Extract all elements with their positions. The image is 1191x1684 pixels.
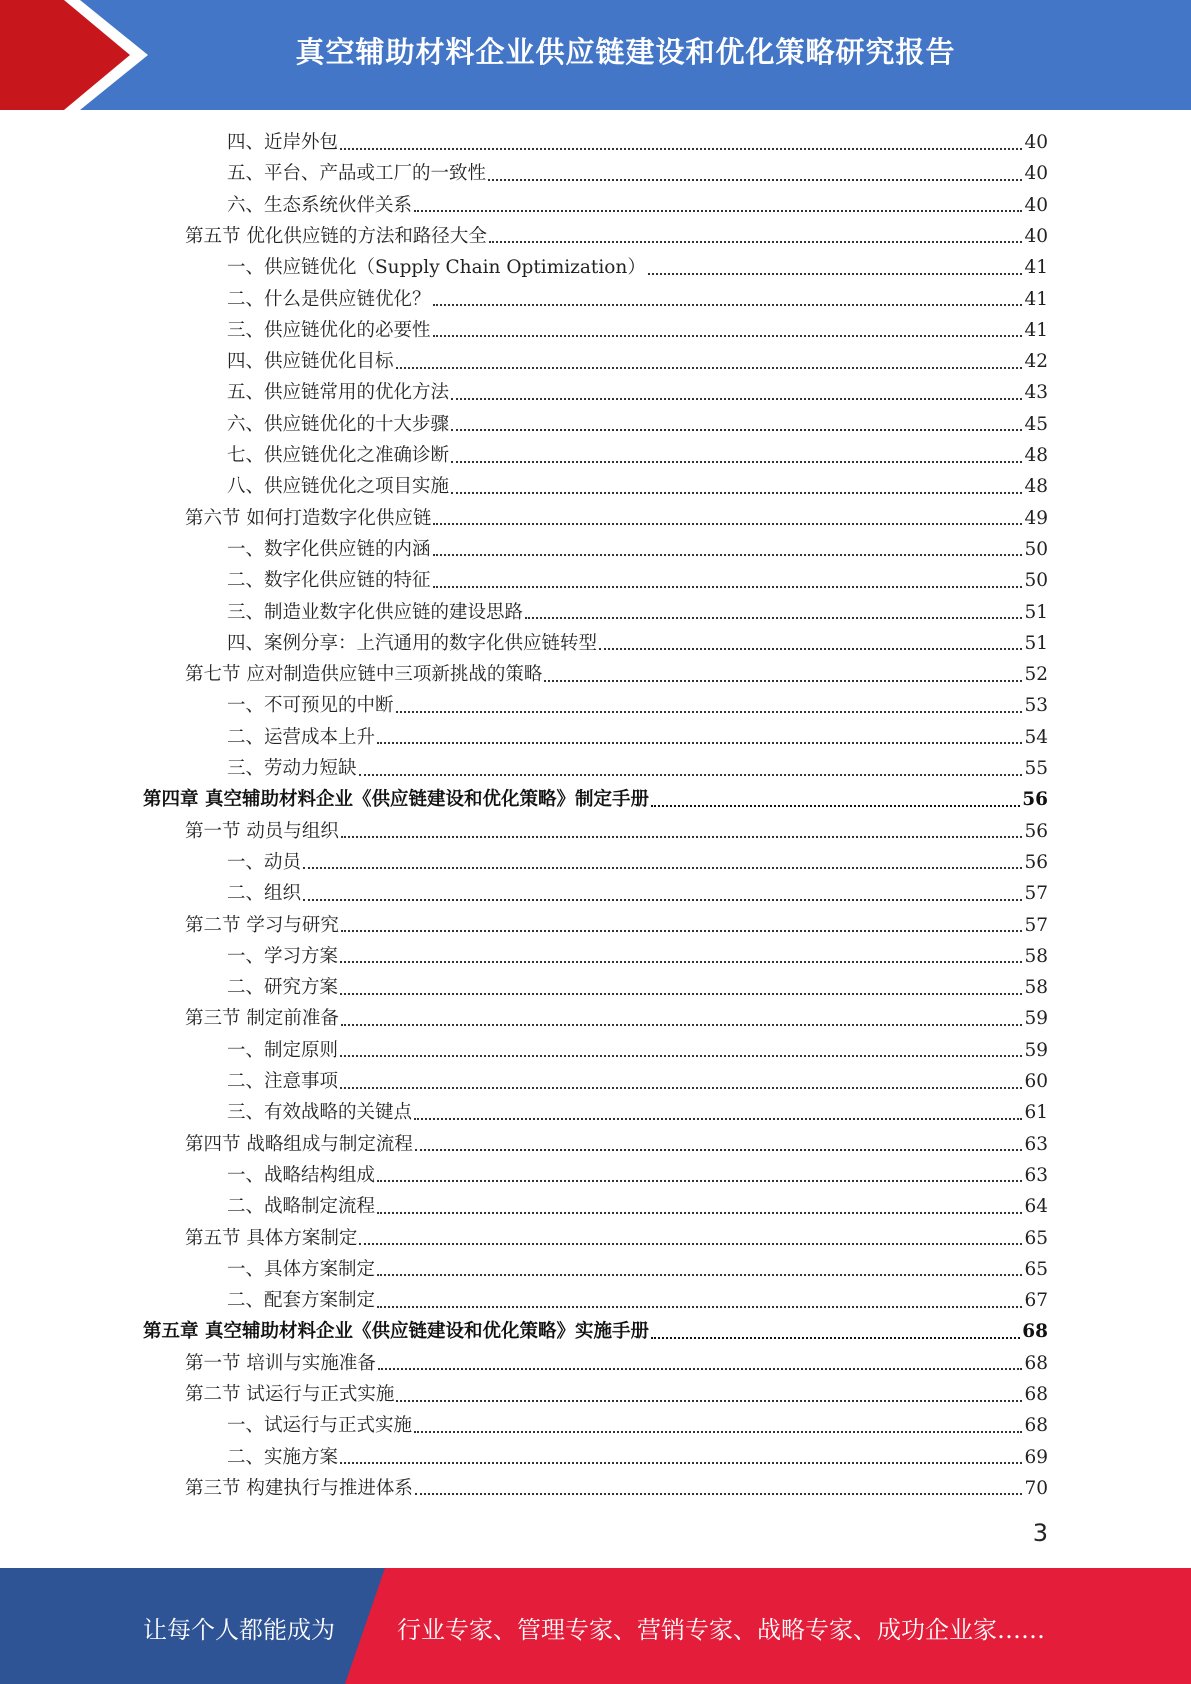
toc-entry-label: 二、实施方案: [227, 1446, 339, 1468]
toc-entry-page: 40: [1024, 225, 1048, 247]
toc-entry-label: 三、劳动力短缺: [227, 758, 357, 779]
toc-entry-page: 61: [1024, 1102, 1048, 1124]
toc-entry-label: 第一节 培训与实施准备: [185, 1352, 376, 1374]
toc-subsection-entry[interactable]: [227, 190, 1048, 221]
toc-entry-page: 41: [1024, 288, 1048, 310]
toc-entry-page: 65: [1024, 1227, 1048, 1249]
toc-entry-label: 二、组织: [227, 883, 302, 905]
toc-entry-label: 三、有效战略的关键点: [227, 1102, 413, 1124]
toc-dot-leader: [377, 1274, 1022, 1276]
toc-entry-page: 68: [1024, 1352, 1048, 1374]
toc-entry-page: 60: [1024, 1071, 1048, 1092]
toc-entry-label: 五、供应链常用的优化方法: [227, 382, 450, 404]
toc-subsection-entry[interactable]: [227, 1410, 1048, 1441]
toc-entry-label: 六、供应链优化的十大步骤: [227, 413, 450, 435]
toc-entry-page: 68: [1024, 1384, 1048, 1405]
toc-subsection-entry[interactable]: [227, 1442, 1048, 1473]
toc-subsection-entry[interactable]: [227, 252, 1048, 283]
toc-entry-label: 第二节 试运行与正式实施: [185, 1384, 395, 1405]
toc-entry-page: 55: [1024, 758, 1048, 779]
toc-entry-label: 二、注意事项: [227, 1071, 339, 1092]
toc-entry-label: 第四章 真空辅助材料企业《供应链建设和优化策略》制定手册: [143, 789, 649, 811]
toc-entry-page: 49: [1024, 507, 1048, 529]
toc-entry-page: 45: [1024, 413, 1048, 435]
toc-entry-page: 58: [1024, 945, 1048, 967]
toc-entry-page: 50: [1024, 538, 1048, 560]
toc-subsection-entry[interactable]: [227, 127, 1048, 158]
toc-entry-page: 40: [1024, 194, 1048, 216]
toc-entry-label: 一、供应链优化（Supply Chain Optimization）: [227, 257, 646, 279]
toc-section-entry[interactable]: [185, 1473, 1048, 1504]
toc-entry-label: 一、学习方案: [227, 945, 339, 967]
toc-entry-label: 第七节 应对制造供应链中三项新挑战的策略: [185, 664, 543, 686]
toc-subsection-entry[interactable]: [227, 972, 1048, 1003]
toc-subsection-entry[interactable]: [227, 1097, 1048, 1128]
toc-entry-label: 三、供应链优化的必要性: [227, 319, 431, 341]
toc-entry-label: 四、案例分享：上汽通用的数字化供应链转型: [227, 632, 598, 654]
toc-entry-label: 二、研究方案: [227, 977, 339, 999]
toc-section-entry[interactable]: [185, 503, 1048, 534]
toc-subsection-entry[interactable]: [227, 597, 1048, 628]
toc-section-entry[interactable]: [185, 1379, 1048, 1410]
toc-dot-leader: [340, 148, 1022, 150]
toc-subsection-entry[interactable]: [227, 941, 1048, 972]
toc-dot-leader: [415, 1149, 1023, 1151]
toc-chapter-entry[interactable]: [143, 1316, 1048, 1347]
toc-entry-label: 二、数字化供应链的特征: [227, 570, 431, 592]
toc-entry-page: 57: [1024, 914, 1048, 936]
toc-dot-leader: [648, 273, 1023, 275]
toc-entry-page: 67: [1024, 1290, 1048, 1312]
toc-dot-leader: [451, 461, 1022, 463]
toc-section-entry[interactable]: [185, 1348, 1048, 1379]
toc-entry-label: 五、平台、产品或工厂的一致性: [227, 163, 487, 185]
toc-dot-leader: [489, 241, 1023, 243]
toc-entry-page: 41: [1024, 257, 1048, 279]
toc-entry-page: 65: [1024, 1258, 1048, 1280]
toc-dot-leader: [396, 1400, 1022, 1402]
toc-dot-leader: [451, 492, 1022, 494]
toc-dot-leader: [433, 335, 1023, 337]
toc-entry-page: 48: [1024, 445, 1048, 466]
toc-section-entry[interactable]: [185, 816, 1048, 847]
toc-dot-leader: [377, 1306, 1022, 1308]
toc-subsection-entry[interactable]: [227, 1191, 1048, 1222]
toc-section-entry[interactable]: [185, 221, 1048, 252]
toc-entry-page: 40: [1024, 132, 1048, 153]
toc-entry-page: 40: [1024, 163, 1048, 185]
toc-subsection-entry[interactable]: [227, 158, 1048, 189]
toc-dot-leader: [433, 304, 1023, 306]
toc-entry-label: 一、战略结构组成: [227, 1164, 376, 1186]
toc-dot-leader: [414, 210, 1022, 212]
toc-dot-leader: [340, 961, 1022, 963]
toc-dot-leader: [341, 930, 1023, 932]
toc-dot-leader: [651, 805, 1020, 807]
toc-subsection-entry[interactable]: [227, 1254, 1048, 1285]
toc-entry-label: 三、制造业数字化供应链的建设思路: [227, 601, 524, 623]
toc-dot-leader: [544, 680, 1022, 682]
toc-dot-leader: [378, 1368, 1023, 1370]
toc-dot-leader: [433, 586, 1023, 588]
toc-dot-leader: [340, 993, 1022, 995]
toc-subsection-entry[interactable]: [227, 534, 1048, 565]
toc-section-entry[interactable]: [185, 659, 1048, 690]
toc-dot-leader: [451, 398, 1022, 400]
toc-dot-leader: [525, 617, 1022, 619]
toc-dot-leader: [433, 523, 1022, 525]
toc-entry-page: 48: [1024, 476, 1048, 498]
toc-subsection-entry[interactable]: [227, 565, 1048, 596]
toc-entry-label: 四、近岸外包: [227, 132, 339, 153]
toc-dot-leader: [377, 1212, 1022, 1214]
toc-entry-page: 57: [1024, 883, 1048, 905]
toc-entry-page: 70: [1024, 1477, 1048, 1499]
toc-entry-label: 六、生态系统伙伴关系: [227, 194, 413, 216]
toc-subsection-entry[interactable]: [227, 409, 1048, 440]
toc-entry-label: 七、供应链优化之准确诊断: [227, 445, 450, 466]
toc-entry-page: 51: [1024, 632, 1048, 654]
toc-entry-label: 一、数字化供应链的内涵: [227, 538, 431, 560]
toc-subsection-entry[interactable]: [227, 1066, 1048, 1097]
toc-subsection-entry[interactable]: [227, 628, 1048, 659]
toc-entry-page: 56: [1024, 851, 1048, 873]
toc-entry-label: 第五章 真空辅助材料企业《供应链建设和优化策略》实施手册: [143, 1321, 649, 1343]
toc-entry-page: 53: [1024, 695, 1048, 717]
toc-dot-leader: [599, 648, 1022, 650]
toc-section-entry[interactable]: [185, 1223, 1048, 1254]
toc-entry-page: 68: [1024, 1415, 1048, 1437]
toc-entry-page: 51: [1024, 601, 1048, 623]
toc-entry-label: 第一节 动员与组织: [185, 820, 339, 842]
toc-subsection-entry[interactable]: [227, 753, 1048, 784]
toc-entry-label: 第五节 优化供应链的方法和路径大全: [185, 225, 487, 247]
toc-entry-label: 一、动员: [227, 851, 302, 873]
toc-entry-page: 54: [1024, 726, 1048, 748]
page-header: [0, 0, 1191, 110]
toc-dot-leader: [377, 1180, 1022, 1182]
toc-section-entry[interactable]: [185, 910, 1048, 941]
toc-entry-label: 一、不可预见的中断: [227, 695, 394, 717]
toc-entry-label: 第三节 构建执行与推进体系: [185, 1477, 413, 1499]
toc-dot-leader: [340, 1055, 1022, 1057]
toc-subsection-entry[interactable]: [227, 440, 1048, 471]
toc-dot-leader: [303, 867, 1022, 869]
toc-entry-page: 68: [1022, 1321, 1048, 1343]
toc-dot-leader: [396, 711, 1023, 713]
toc-entry-page: 58: [1024, 977, 1048, 999]
toc-entry-page: 41: [1024, 319, 1048, 341]
toc-dot-leader: [414, 1431, 1022, 1433]
toc-entry-page: 63: [1024, 1164, 1048, 1186]
toc-chapter-entry[interactable]: [143, 784, 1048, 815]
toc-entry-page: 63: [1024, 1133, 1048, 1155]
toc-entry-label: 第三节 制定前准备: [185, 1008, 339, 1030]
toc-dot-leader: [415, 1493, 1023, 1495]
toc-entry-label: 二、配套方案制定: [227, 1290, 376, 1312]
page-footer: [0, 1568, 1191, 1684]
toc-subsection-entry[interactable]: [227, 377, 1048, 408]
toc-dot-leader: [488, 179, 1022, 181]
toc-entry-label: 四、供应链优化目标: [227, 351, 394, 373]
toc-entry-page: 52: [1024, 664, 1048, 686]
toc-dot-leader: [414, 1118, 1022, 1120]
toc-entry-label: 八、供应链优化之项目实施: [227, 476, 450, 498]
toc-dot-leader: [340, 1462, 1022, 1464]
toc-entry-label: 第四节 战略组成与制定流程: [185, 1133, 413, 1155]
toc-subsection-entry[interactable]: [227, 690, 1048, 721]
toc-dot-leader: [396, 367, 1023, 369]
toc-dot-leader: [303, 899, 1022, 901]
toc-subsection-entry[interactable]: [227, 1285, 1048, 1316]
toc-subsection-entry[interactable]: [227, 315, 1048, 346]
toc-entry-label: 一、试运行与正式实施: [227, 1415, 413, 1437]
toc-subsection-entry[interactable]: [227, 284, 1048, 315]
toc-subsection-entry[interactable]: [227, 346, 1048, 377]
toc-dot-leader: [341, 1024, 1023, 1026]
toc-subsection-entry[interactable]: [227, 847, 1048, 878]
toc-subsection-entry[interactable]: [227, 1035, 1048, 1066]
toc-entry-page: 56: [1022, 789, 1048, 811]
toc-entry-page: 50: [1024, 570, 1048, 592]
toc-dot-leader: [359, 774, 1023, 776]
toc-entry-page: 42: [1024, 351, 1048, 373]
toc-dot-leader: [340, 1087, 1022, 1089]
toc-entry-label: 一、制定原则: [227, 1039, 339, 1061]
toc-dot-leader: [451, 429, 1022, 431]
toc-dot-leader: [377, 742, 1022, 744]
toc-entry-label: 二、什么是供应链优化？: [227, 288, 431, 310]
toc-section-entry[interactable]: [185, 1129, 1048, 1160]
toc-subsection-entry[interactable]: [227, 722, 1048, 753]
page-number: 3: [1032, 1519, 1048, 1547]
report-title: 真空辅助材料企业供应链建设和优化策略研究报告: [295, 35, 956, 69]
toc-subsection-entry[interactable]: [227, 1160, 1048, 1191]
toc-section-entry[interactable]: [185, 1003, 1048, 1034]
toc-entry-label: 二、运营成本上升: [227, 726, 376, 748]
toc-dot-leader: [359, 1243, 1022, 1245]
toc-entry-page: 59: [1024, 1008, 1048, 1030]
toc-dot-leader: [651, 1337, 1020, 1339]
toc-entry-page: 64: [1024, 1196, 1048, 1218]
toc-entry-label: 第五节 具体方案制定: [185, 1227, 358, 1249]
toc-entry-page: 56: [1024, 820, 1048, 842]
toc-entry-label: 第六节 如何打造数字化供应链: [185, 507, 432, 529]
toc-entry-page: 43: [1024, 382, 1048, 404]
toc-dot-leader: [341, 836, 1023, 838]
toc-entry-label: 二、战略制定流程: [227, 1196, 376, 1218]
toc-dot-leader: [433, 554, 1023, 556]
footer-slogan-right: 行业专家、管理专家、营销专家、战略专家、成功企业家……: [397, 1616, 1045, 1644]
footer-slogan-left: 让每个人都能成为: [143, 1616, 335, 1644]
toc-subsection-entry[interactable]: [227, 471, 1048, 502]
toc-entry-label: 第二节 学习与研究: [185, 914, 339, 936]
toc-entry-label: 一、具体方案制定: [227, 1258, 376, 1280]
toc-subsection-entry[interactable]: [227, 878, 1048, 909]
toc-entry-page: 59: [1024, 1039, 1048, 1061]
toc-entry-page: 69: [1024, 1446, 1048, 1468]
